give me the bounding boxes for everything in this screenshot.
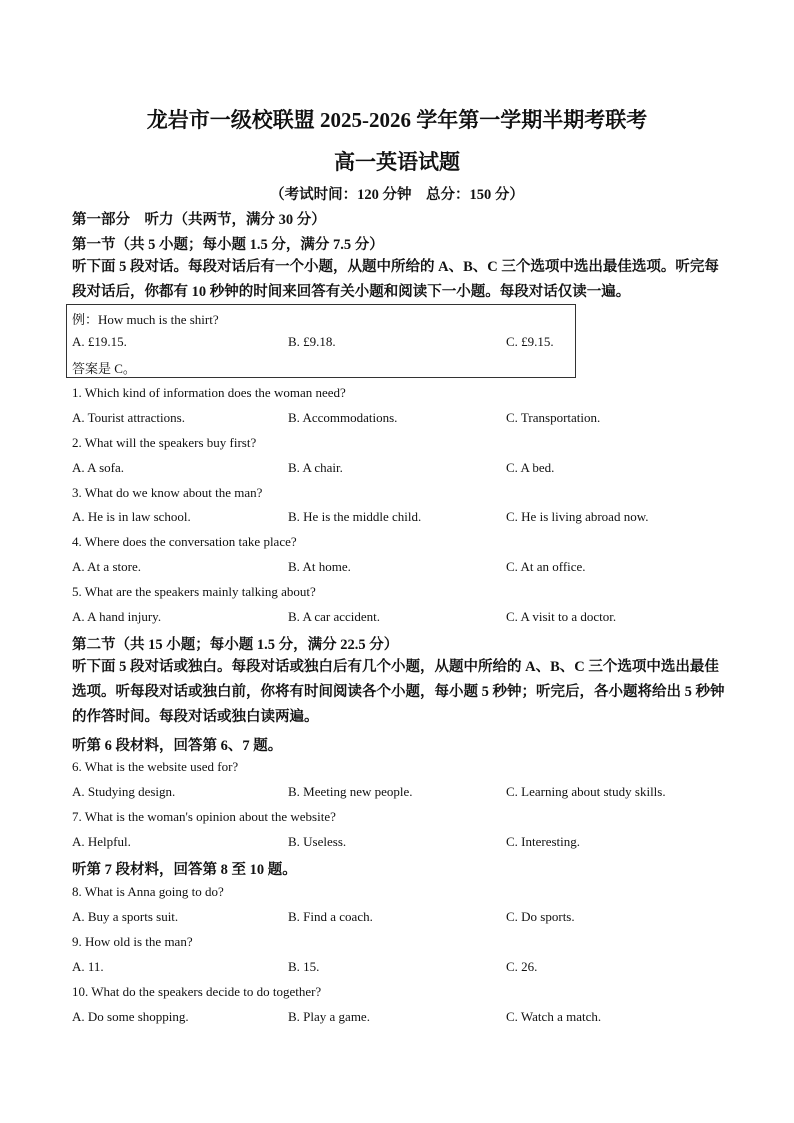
question-text: 5. What are the speakers mainly talking about? bbox=[72, 584, 316, 599]
option-c: C. A visit to a doctor. bbox=[506, 609, 617, 624]
question-text: 9. How old is the man? bbox=[72, 934, 193, 949]
question-text: 2. What will the speakers buy first? bbox=[72, 435, 257, 450]
part1-heading: 第一部分 听力（共两节，满分 30 分） bbox=[72, 212, 326, 228]
option-b: B. A car accident. bbox=[288, 609, 381, 624]
group7-heading: 听第 7 段材料，回答第 8 至 10 题。 bbox=[72, 862, 297, 878]
option-b: B. Meeting new people. bbox=[288, 784, 413, 799]
option-a: A. Tourist attractions. bbox=[72, 410, 185, 425]
option-b: B. 15. bbox=[288, 959, 320, 974]
option-b: B. Useless. bbox=[288, 834, 347, 849]
option-a: A. A sofa. bbox=[72, 460, 124, 475]
option-c: C. Transportation. bbox=[506, 410, 601, 425]
option-a: A. He is in law school. bbox=[72, 509, 191, 524]
option-c: C. At an office. bbox=[506, 559, 586, 574]
option-b: B. Play a game. bbox=[288, 1009, 370, 1024]
question-text: 3. What do we know about the man? bbox=[72, 485, 263, 500]
option-a: A. At a store. bbox=[72, 559, 141, 574]
option-b: B. Accommodations. bbox=[288, 410, 398, 425]
option-b: B. He is the middle child. bbox=[288, 509, 422, 524]
option-a: A. Studying design. bbox=[72, 784, 176, 799]
example-option-b: B. £9.18. bbox=[288, 334, 336, 349]
section1-instructions: 听下面 5 段对话。每段对话后有一个小题，从题中所给的 A、B、C 三个选项中选出最佳选项。听完每段对话后，你都有 10 秒钟的时间来回答有关小题和阅读下一小题。每段对话仅读一遍。 bbox=[72, 259, 719, 300]
option-b: B. At home. bbox=[288, 559, 351, 574]
example-option-a: A. £19.15. bbox=[72, 334, 127, 349]
option-a: A. Helpful. bbox=[72, 834, 131, 849]
exam-title: 龙岩市一级校联盟 2025-2026 学年第一学期半期考联考 bbox=[146, 108, 648, 132]
question-text: 8. What is Anna going to do? bbox=[72, 884, 224, 899]
question-text: 7. What is the woman's opinion about the website? bbox=[72, 809, 336, 824]
option-c: C. Learning about study skills. bbox=[506, 784, 666, 799]
section1-heading: 第一节（共 5 小题；每小题 1.5 分，满分 7.5 分） bbox=[72, 237, 384, 253]
option-a: A. Do some shopping. bbox=[72, 1009, 189, 1024]
option-c: C. A bed. bbox=[506, 460, 555, 475]
option-a: A. A hand injury. bbox=[72, 609, 162, 624]
option-c: C. Watch a match. bbox=[506, 1009, 602, 1024]
question-text: 10. What do the speakers decide to do together? bbox=[72, 984, 322, 999]
option-c: C. He is living abroad now. bbox=[506, 509, 649, 524]
option-c: C. Interesting. bbox=[506, 834, 581, 849]
option-a: A. Buy a sports suit. bbox=[72, 909, 179, 924]
group6-heading: 听第 6 段材料，回答第 6、7 题。 bbox=[72, 738, 283, 754]
example-question: 例：How much is the shirt? bbox=[72, 312, 219, 327]
example-option-c: C. £9.15. bbox=[506, 334, 554, 349]
option-c: C. Do sports. bbox=[506, 909, 575, 924]
exam-subtitle: 高一英语试题 bbox=[334, 150, 460, 174]
section2-heading: 第二节（共 15 小题；每小题 1.5 分，满分 22.5 分） bbox=[72, 637, 399, 653]
question-text: 1. Which kind of information does the woman need? bbox=[72, 385, 346, 400]
question-text: 6. What is the website used for? bbox=[72, 759, 239, 774]
option-b: B. Find a coach. bbox=[288, 909, 373, 924]
option-a: A. 11. bbox=[72, 959, 104, 974]
option-b: B. A chair. bbox=[288, 460, 343, 475]
example-answer: 答案是 C。 bbox=[72, 361, 136, 376]
question-text: 4. Where does the conversation take place? bbox=[72, 534, 297, 549]
option-c: C. 26. bbox=[506, 959, 538, 974]
section2-instructions: 听下面 5 段对话或独白。每段对话或独白后有几个小题，从题中所给的 A、B、C 三个选项中选出最佳选项。听每段对话或独白前，你将有时间阅读各个小题，每小题 5 秒钟；听完后，各小题将给出 5 秒钟的作答时间。每段对话或独白读两遍。 bbox=[72, 659, 725, 725]
exam-info: （考试时间：120 分钟 总分：150 分） bbox=[270, 187, 524, 203]
